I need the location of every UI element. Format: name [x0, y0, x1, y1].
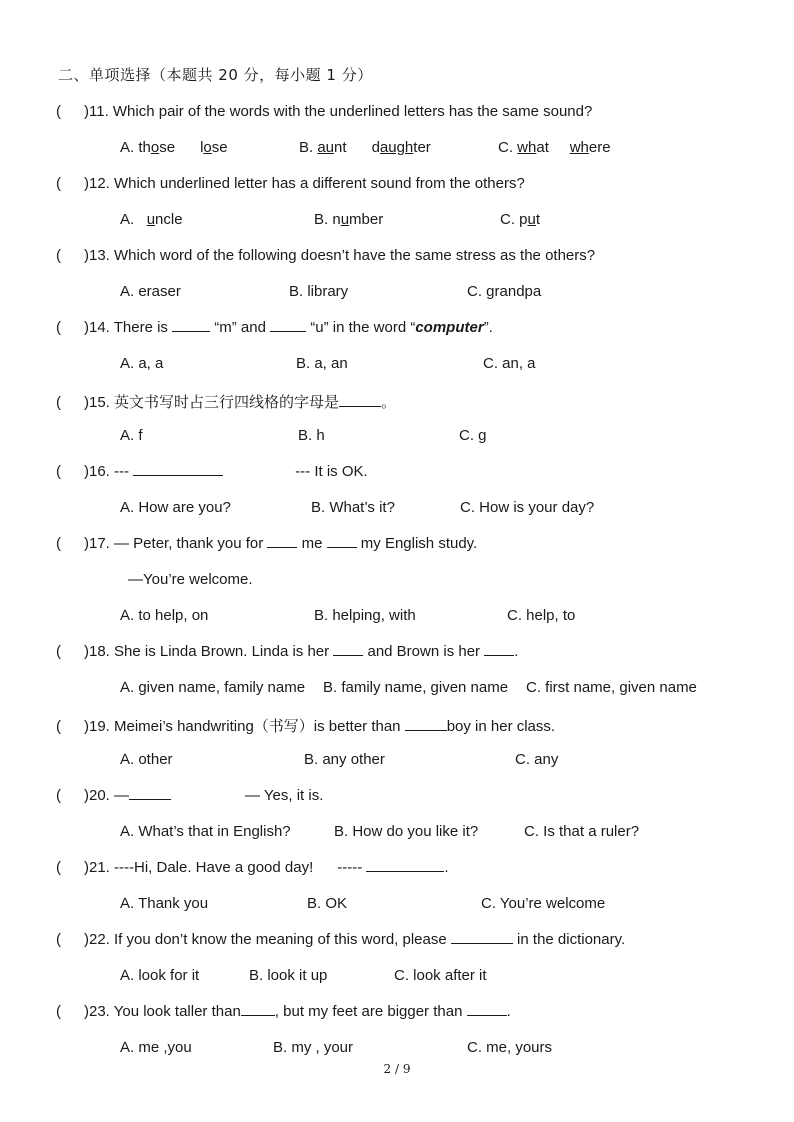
option-b[interactable]: B. a, an — [296, 355, 348, 372]
option-a[interactable]: A. me ,you — [120, 1039, 192, 1056]
question-11 — [0, 103, 794, 175]
answer-paren[interactable]: ( — [56, 718, 61, 735]
answer-paren[interactable]: ( — [56, 859, 61, 876]
section-title: 二、单项选择（本题共 20 分，每小题 1 分） — [58, 66, 373, 84]
option-c[interactable]: C. look after it — [394, 967, 487, 984]
question-21 — [0, 859, 794, 931]
option-b[interactable]: B. h — [298, 427, 325, 444]
answer-paren[interactable]: ( — [56, 319, 61, 336]
question-stem: )19. Meimei’s handwriting（书写）is better than boy in her class. — [84, 718, 556, 735]
answer-paren[interactable]: ( — [56, 787, 61, 804]
question-stem: )17. — Peter, thank you for me my English study. — [84, 535, 478, 552]
option-c[interactable]: C. put — [500, 211, 541, 228]
answer-paren[interactable]: ( — [56, 103, 61, 120]
option-b[interactable]: B. How do you like it? — [334, 823, 479, 840]
option-b[interactable]: B. OK — [307, 895, 348, 912]
question-stem: )15. 英文书写时占三行四线格的字母是 。 — [84, 394, 397, 411]
fill-blank[interactable] — [327, 535, 357, 548]
option-a[interactable]: A. uncle — [120, 211, 183, 228]
question-stem: )12. Which underlined letter has a different sound from the others? — [84, 175, 525, 192]
question-stem: )13. Which word of the following doesn’t have the same stress as the others? — [84, 247, 596, 264]
option-a[interactable]: A. those lose — [120, 139, 228, 156]
question-17 — [0, 535, 794, 643]
option-a[interactable]: A. What’s that in English? — [120, 823, 291, 840]
answer-paren[interactable]: ( — [56, 535, 61, 552]
option-a[interactable]: A. Thank you — [120, 895, 209, 912]
fill-blank[interactable] — [270, 319, 306, 332]
answer-paren[interactable]: ( — [56, 931, 61, 948]
fill-blank[interactable] — [366, 859, 444, 872]
fill-blank[interactable] — [333, 643, 363, 656]
option-a[interactable]: A. How are you? — [120, 499, 231, 516]
option-b[interactable]: B. library — [289, 283, 349, 300]
option-a[interactable]: A. a, a — [120, 355, 164, 372]
question-20 — [0, 787, 794, 859]
option-c[interactable]: C. Is that a ruler? — [524, 823, 640, 840]
option-c[interactable]: C. what where — [498, 139, 611, 156]
answer-paren[interactable]: ( — [56, 643, 61, 660]
question-18 — [0, 643, 794, 715]
option-b[interactable]: B. my , your — [273, 1039, 354, 1056]
fill-blank[interactable] — [241, 1003, 275, 1016]
question-stem: )20. — — Yes, it is. — [84, 787, 324, 804]
option-c[interactable]: C. You’re welcome — [481, 895, 606, 912]
question-stem: )18. She is Linda Brown. Linda is her and Brown is her . — [84, 643, 519, 660]
option-a[interactable]: A. f — [120, 427, 143, 444]
answer-paren[interactable]: ( — [56, 175, 61, 192]
question-stem: )14. There is “m” and “u” in the word “computer”. — [84, 319, 493, 336]
question-stem: )11. Which pair of the words with the underlined letters has the same sound? — [84, 103, 593, 120]
option-a[interactable]: A. look for it — [120, 967, 200, 984]
question-13 — [0, 247, 794, 319]
option-b[interactable]: B. aunt daughter — [299, 139, 431, 156]
option-c[interactable]: C. an, a — [483, 355, 536, 372]
question-22 — [0, 931, 794, 1003]
question-15 — [0, 391, 794, 463]
option-c[interactable]: C. any — [515, 751, 559, 768]
option-b[interactable]: B. look it up — [249, 967, 328, 984]
option-c[interactable]: C. first name, given name — [526, 679, 697, 696]
question-12 — [0, 175, 794, 247]
option-a[interactable]: A. other — [120, 751, 173, 768]
fill-blank[interactable] — [339, 394, 381, 407]
option-a[interactable]: A. eraser — [120, 283, 181, 300]
fill-blank[interactable] — [484, 643, 514, 656]
answer-paren[interactable]: ( — [56, 1003, 61, 1020]
question-stem: )16. --- --- It is OK. — [84, 463, 368, 480]
fill-blank[interactable] — [267, 535, 297, 548]
question-stem: )21. ----Hi, Dale. Have a good day! ----- . — [84, 859, 449, 876]
dialogue-reply: —You’re welcome. — [128, 571, 253, 588]
option-b[interactable]: B. helping, with — [314, 607, 416, 624]
page-number: 2 / 9 — [383, 1062, 411, 1076]
answer-paren[interactable]: ( — [56, 247, 61, 264]
option-b[interactable]: B. What’s it? — [311, 499, 395, 516]
option-c[interactable]: C. How is your day? — [460, 499, 595, 516]
question-stem: )22. If you don’t know the meaning of this word, please in the dictionary. — [84, 931, 626, 948]
question-14 — [0, 319, 794, 391]
option-b[interactable]: B. any other — [304, 751, 385, 768]
question-16 — [0, 463, 794, 535]
fill-blank[interactable] — [451, 931, 513, 944]
option-c[interactable]: C. me, yours — [467, 1039, 553, 1056]
question-stem: )23. You look taller than , but my feet are bigger than . — [84, 1003, 511, 1020]
option-b[interactable]: B. family name, given name — [323, 679, 509, 696]
answer-paren[interactable]: ( — [56, 463, 61, 480]
option-a[interactable]: A. to help, on — [120, 607, 209, 624]
option-a[interactable]: A. given name, family name — [120, 679, 306, 696]
fill-blank[interactable] — [129, 787, 171, 800]
option-c[interactable]: C. help, to — [507, 607, 576, 624]
option-c[interactable]: C. grandpa — [467, 283, 542, 300]
option-b[interactable]: B. number — [314, 211, 384, 228]
question-19 — [0, 715, 794, 787]
option-c[interactable]: C. g — [459, 427, 487, 444]
fill-blank[interactable] — [467, 1003, 507, 1016]
fill-blank[interactable] — [405, 718, 447, 731]
answer-paren[interactable]: ( — [56, 394, 61, 411]
fill-blank[interactable] — [133, 463, 223, 476]
fill-blank[interactable] — [172, 319, 210, 332]
